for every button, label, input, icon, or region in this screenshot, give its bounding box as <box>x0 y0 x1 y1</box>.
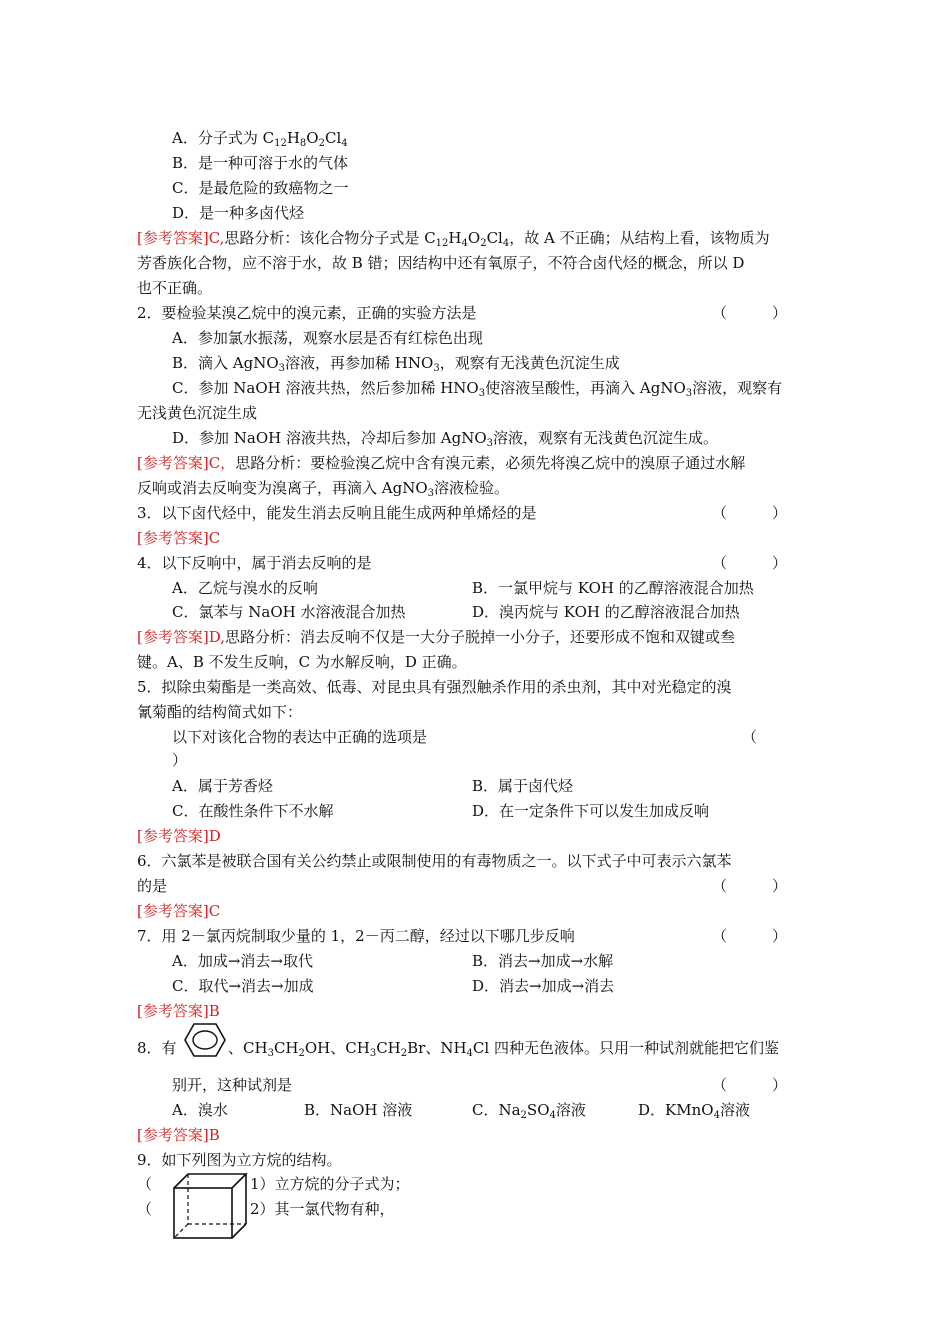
q8-option-d: D．KMnO$_4$溶液 <box>638 1101 750 1121</box>
q1-option-a: A．分子式为 $C_{12}H_8O_2Cl_4$ <box>172 129 348 149</box>
q1-option-d: D．是一种多卤代烃 <box>172 204 305 222</box>
q8-number: 8．有 <box>137 1039 177 1057</box>
q5-stem-line2: 氰菊酯的结构简式如下： <box>137 703 303 721</box>
answer-label: [参考答案]C， <box>137 454 236 472</box>
q2-option-d: D．参加 NaOH 溶液共热，冷却后参加 AgNO$_3$溶液，观察有无浅黄色沉淀生成。 <box>172 429 719 449</box>
q8-option-a: A．溴水 <box>172 1101 228 1119</box>
q9-paren-1: （ <box>137 1175 153 1193</box>
q8-paren: （ ） <box>712 1076 788 1094</box>
q4-option-c: C．氯苯与 NaOH 水溶液混合加热 <box>172 603 406 621</box>
q6-stem-line1: 6．六氯苯是被联合国有关公约禁止或限制使用的有毒物质之一。以下式子中可表示六氯苯 <box>137 852 732 870</box>
q3-answer: [参考答案]C <box>137 529 221 547</box>
q5-option-b: B．属于卤代烃 <box>472 777 574 795</box>
q9-subquestion-2: 2）其一氯代物有种， <box>250 1200 395 1218</box>
q7-option-b: B．消去→加成→水解 <box>472 952 614 970</box>
q1-option-c: C．是最危险的致癌物之一 <box>172 179 349 197</box>
q2-option-c-cont: 无浅黄色沉淀生成 <box>137 404 258 422</box>
q9-stem: 9．如下列图为立方烷的结构。 <box>137 1151 342 1169</box>
q4-stem: 4．以下反响中，属于消去反响的是 <box>137 554 372 572</box>
q8-option-b: B．NaOH 溶液 <box>304 1101 413 1119</box>
q2-option-c: C．参加 NaOH 溶液共热，然后参加稀 $HNO_3$使溶液呈酸性，再滴入 AgNO$_3$溶液，观察有 <box>172 379 783 399</box>
q2-option-b: B．滴入 AgNO$_3$溶液，再参加稀 $HNO_3$，观察有无浅黄色沉淀生成 <box>172 354 620 374</box>
q5-option-d: D．在一定条件下可以发生加成反响 <box>472 802 710 820</box>
q7-paren: （ ） <box>712 927 788 945</box>
answer-label: [参考答案]C, <box>137 229 225 247</box>
q5-answer: [参考答案]D <box>137 827 221 845</box>
q4-option-b: B．一氯甲烷与 KOH 的乙醇溶液混合加热 <box>472 579 754 597</box>
q9-paren-2: （ <box>137 1200 153 1218</box>
q4-analysis-line2: 键。A、B 不发生反响，C 为水解反响，D 正确。 <box>137 653 467 671</box>
q8-stem-line1: 、$CH_3CH_2OH$、$CH_3CH_2Br$、$NH_4Cl$ 四种无色液体。只用一种试剂就能把它们鉴 <box>228 1039 779 1059</box>
q6-stem-line2: 的是 <box>137 877 168 895</box>
q3-paren: （ ） <box>712 504 788 522</box>
q8-option-c: C．$Na_2SO_4$溶液 <box>472 1101 586 1121</box>
q6-answer: [参考答案]C <box>137 902 221 920</box>
q6-paren: （ ） <box>712 877 788 895</box>
q5-option-c: C．在酸性条件下不水解 <box>172 802 334 820</box>
q5-option-a: A．属于芳香烃 <box>172 777 273 795</box>
q7-answer: [参考答案]B <box>137 1002 220 1020</box>
q1-analysis-line1: [参考答案]C,思路分析：该化合物分子式是 $C_{12}H_4O_2Cl_4$，故 A 不正确；从结构上看，该物质为 <box>137 229 770 249</box>
q7-stem: 7．用 2－氯丙烷制取少量的 1，2－丙二醇，经过以下哪几步反响 <box>137 927 575 945</box>
q2-analysis-line2: 反响或消去反响变为溴离子，再滴入 AgNO$_3$溶液检验。 <box>137 479 510 499</box>
q4-analysis-line1: [参考答案]D,思路分析：消去反响不仅是一大分子脱掉一小分子，还要形成不饱和双键或叁 <box>137 628 735 646</box>
q7-option-d: D．消去→加成→消去 <box>472 977 615 995</box>
q5-paren-open: （ <box>742 728 758 746</box>
q9-subquestion-1: 1）立方烷的分子式为； <box>250 1175 410 1193</box>
q5-stem-line3: 以下对该化合物的表达中正确的选项是 <box>172 728 428 746</box>
q2-analysis-line1: [参考答案]C，思路分析：要检验溴乙烷中含有溴元素，必须先将溴乙烷中的溴原子通过水解 <box>137 454 746 472</box>
q7-option-a: A．加成→消去→取代 <box>172 952 313 970</box>
q4-paren: （ ） <box>712 554 788 572</box>
q4-option-d: D．溴丙烷与 KOH 的乙醇溶液混合加热 <box>472 603 740 621</box>
q4-option-a: A．乙烷与溴水的反响 <box>172 579 318 597</box>
q8-stem-line2: 别开，这种试剂是 <box>172 1076 293 1094</box>
benzene-ring-icon <box>183 1022 227 1058</box>
q2-paren: （ ） <box>712 304 788 322</box>
q2-option-a: A．参加氯水振荡，观察水层是否有红棕色出现 <box>172 329 483 347</box>
q1-option-b: B．是一种可溶于水的气体 <box>172 154 349 172</box>
answer-label: [参考答案]D, <box>137 628 225 646</box>
q2-stem: 2．要检验某溴乙烷中的溴元素，正确的实验方法是 <box>137 304 477 322</box>
q1-analysis-line3: 也不正确。 <box>137 279 213 297</box>
q5-stem-line1: 5．拟除虫菊酯是一类高效、低毒、对昆虫具有强烈触杀作用的杀虫剂，其中对光稳定的溴 <box>137 678 732 696</box>
cubane-structure-icon <box>168 1170 250 1242</box>
q5-paren-close: ） <box>172 751 188 769</box>
q8-answer: [参考答案]B <box>137 1126 220 1144</box>
q3-stem: 3．以下卤代烃中，能发生消去反响且能生成两种单烯烃的是 <box>137 504 537 522</box>
q1-analysis-line2: 芳香族化合物，应不溶于水，故 B 错；因结构中还有氧原子，不符合卤代烃的概念，所以 D <box>137 254 745 272</box>
q7-option-c: C．取代→消去→加成 <box>172 977 314 995</box>
